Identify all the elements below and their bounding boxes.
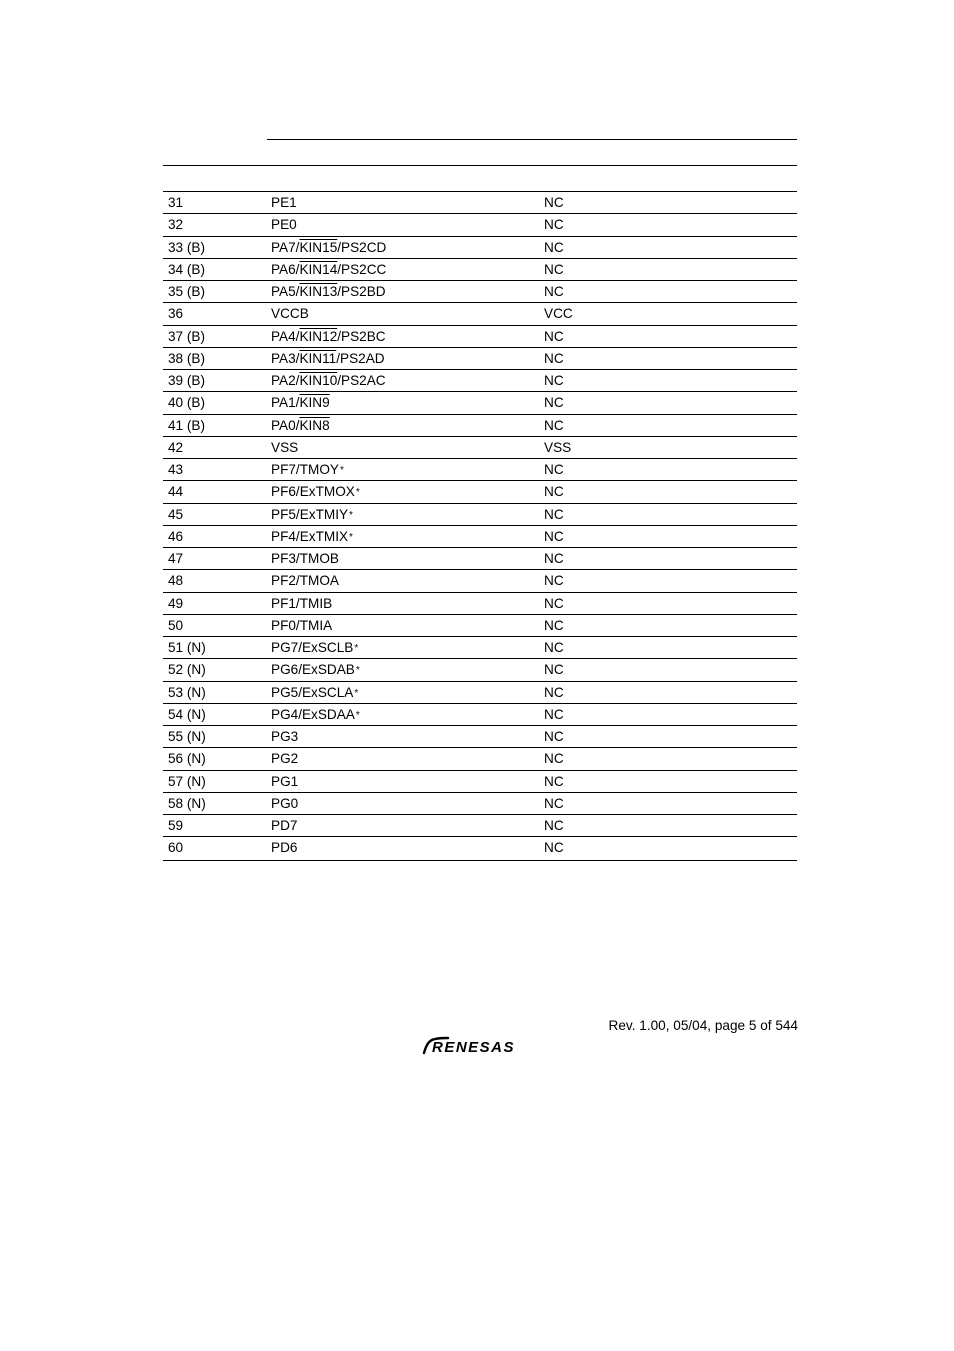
table-row xyxy=(163,504,797,526)
table-row xyxy=(163,326,797,348)
pin-connection: NC xyxy=(544,840,564,856)
pin-name xyxy=(271,771,298,793)
pin-connection: NC xyxy=(544,818,564,833)
pin-name xyxy=(271,326,386,348)
active-low-signal: KIN15 xyxy=(299,239,338,255)
pin-name-part: PG2 xyxy=(271,751,299,767)
pin-name xyxy=(271,192,297,214)
logo-text: RENESAS xyxy=(432,1039,516,1056)
pin-name xyxy=(271,637,358,661)
pin-number: 52 (N) xyxy=(168,662,206,678)
pin-name-part: PF2/TMOA xyxy=(271,573,339,589)
pin-name xyxy=(271,348,385,370)
pin-connection: NC xyxy=(544,617,564,633)
table-row xyxy=(163,526,797,548)
pin-number: 51 (N) xyxy=(168,640,206,655)
pin-connection: VCC xyxy=(544,306,573,322)
active-low-signal: KIN8 xyxy=(299,417,330,433)
pin-connection: NC xyxy=(544,528,564,544)
pin-number: 45 xyxy=(168,506,184,522)
pin-name-part: PF3/TMOB xyxy=(271,551,339,566)
pin-connection: NC xyxy=(544,350,564,366)
pin-name-part: VSS xyxy=(271,439,299,455)
footnote-mark: * xyxy=(349,509,353,521)
pin-name-part: PG0 xyxy=(271,795,299,811)
pin-connection: NC xyxy=(544,239,564,255)
pin-connection: NC xyxy=(544,484,564,500)
table-row xyxy=(163,748,797,770)
pin-name-part: PA2/ xyxy=(271,373,300,388)
pin-name xyxy=(271,370,386,392)
renesas-logo xyxy=(422,1034,542,1056)
footnote-mark: * xyxy=(339,465,344,476)
pin-name xyxy=(271,815,297,837)
pin-name xyxy=(271,459,344,483)
table-row xyxy=(163,593,797,615)
pin-number: 56 (N) xyxy=(168,751,206,767)
pin-connection: NC xyxy=(544,640,564,655)
table-row xyxy=(163,437,797,459)
table-row xyxy=(163,793,797,815)
active-low-signal: KIN12 xyxy=(299,328,338,344)
footnote-mark: * xyxy=(355,487,360,499)
pin-table xyxy=(163,191,797,861)
pin-name-part: PF6/ExTMOX xyxy=(271,484,355,500)
pin-number: 44 xyxy=(168,484,184,500)
pin-number: 49 xyxy=(168,595,184,611)
pin-name-part: /PS2AC xyxy=(337,373,386,388)
pin-number: 37 (B) xyxy=(168,328,206,344)
pin-number: 43 xyxy=(168,462,184,477)
pin-name xyxy=(271,526,353,550)
pin-name-part: PG3 xyxy=(271,729,299,744)
pin-connection: NC xyxy=(544,684,564,700)
pin-number: 55 (N) xyxy=(168,729,206,744)
pin-name-part: /PS2BD xyxy=(337,284,386,299)
pin-name xyxy=(271,548,339,570)
table-row xyxy=(163,370,797,392)
table-row xyxy=(163,637,797,659)
pin-name-part: PA0/ xyxy=(271,417,300,433)
pin-name-part: PG4/ExSDAA xyxy=(271,706,355,722)
pin-number: 54 (N) xyxy=(168,706,206,722)
pin-number: 35 (B) xyxy=(168,284,206,299)
pin-name xyxy=(271,303,309,325)
pin-connection: NC xyxy=(544,773,564,789)
table-row xyxy=(163,704,797,726)
table-row xyxy=(163,481,797,503)
pin-name xyxy=(271,415,330,437)
pin-name xyxy=(271,570,339,592)
pin-name-part: PG5/ExSCLA xyxy=(271,684,354,700)
pin-name xyxy=(271,504,353,528)
pin-name xyxy=(271,659,360,683)
pin-name xyxy=(271,214,297,236)
pin-name-part: PE1 xyxy=(271,195,297,210)
pin-number: 47 xyxy=(168,551,184,566)
pin-connection: NC xyxy=(544,373,564,388)
pin-name-part: /PS2AD xyxy=(336,350,385,366)
pin-connection: NC xyxy=(544,284,564,299)
pin-name-part: PF5/ExTMIY xyxy=(271,506,349,522)
pin-connection: NC xyxy=(544,506,564,522)
pin-number: 39 (B) xyxy=(168,373,206,388)
pin-name-part: PG7/ExSCLB xyxy=(271,640,354,655)
pin-number: 32 xyxy=(168,217,184,233)
pin-connection: NC xyxy=(544,751,564,767)
pin-name xyxy=(271,615,332,637)
pin-name xyxy=(271,704,360,728)
header-rule-bottom xyxy=(163,165,797,166)
table-row xyxy=(163,815,797,837)
active-low-signal: KIN9 xyxy=(299,395,330,411)
pin-number: 50 xyxy=(168,617,184,633)
pin-name-part: VCCB xyxy=(271,306,309,322)
pin-name-part: PF4/ExTMIX xyxy=(271,528,349,544)
pin-name xyxy=(271,837,297,859)
table-row xyxy=(163,682,797,704)
table-row xyxy=(163,348,797,370)
pin-name xyxy=(271,392,330,414)
table-row xyxy=(163,837,797,859)
pin-connection: NC xyxy=(544,729,564,744)
pin-name-part: PG1 xyxy=(271,773,299,789)
footnote-mark: * xyxy=(355,665,360,677)
pin-number: 58 (N) xyxy=(168,795,206,811)
pin-number: 42 xyxy=(168,439,184,455)
pin-number: 46 xyxy=(168,528,184,544)
footnote-mark: * xyxy=(354,687,359,699)
pin-connection: NC xyxy=(544,595,564,611)
table-row xyxy=(163,192,797,214)
active-low-signal: KIN10 xyxy=(299,373,338,388)
pin-number: 59 xyxy=(168,818,184,833)
pin-number: 38 (B) xyxy=(168,350,206,366)
table-row xyxy=(163,259,797,281)
pin-connection: NC xyxy=(544,261,564,277)
table-row xyxy=(163,237,797,259)
pin-name xyxy=(271,593,332,615)
pin-number: 31 xyxy=(168,195,184,210)
pin-name-part: PA5/ xyxy=(271,284,300,299)
pin-connection: NC xyxy=(544,217,564,233)
pin-connection: NC xyxy=(544,573,564,589)
pin-number: 40 (B) xyxy=(168,395,206,411)
pin-name xyxy=(271,682,358,706)
pin-name-part: PF1/TMIB xyxy=(271,595,333,611)
table-row xyxy=(163,771,797,793)
pin-name-part: PA7/ xyxy=(271,239,300,255)
table-row xyxy=(163,459,797,481)
pin-name xyxy=(271,726,298,748)
table-row xyxy=(163,214,797,236)
active-low-signal: KIN14 xyxy=(299,261,338,277)
header-rule-top xyxy=(267,139,797,140)
pin-name-part: PF7/TMOY xyxy=(271,462,339,477)
pin-connection: NC xyxy=(544,795,564,811)
pin-number: 36 xyxy=(168,306,184,322)
pin-name xyxy=(271,481,360,505)
pin-name-part: /PS2CC xyxy=(337,261,387,277)
table-row xyxy=(163,659,797,681)
pin-name-part: PA6/ xyxy=(271,261,300,277)
pin-connection: NC xyxy=(544,706,564,722)
pin-name-part: PD6 xyxy=(271,840,298,856)
pin-connection: NC xyxy=(544,551,564,566)
table-row xyxy=(163,392,797,414)
table-row xyxy=(163,548,797,570)
pin-connection: NC xyxy=(544,662,564,678)
active-low-signal: KIN11 xyxy=(299,350,337,366)
pin-number: 48 xyxy=(168,573,184,589)
pin-name-part: /PS2CD xyxy=(337,239,387,255)
pin-name-part: PG6/ExSDAB xyxy=(271,662,355,678)
footnote-mark: * xyxy=(354,643,359,654)
pin-number: 60 xyxy=(168,840,184,856)
footnote-mark: * xyxy=(349,531,353,543)
table-row xyxy=(163,303,797,325)
pin-name-part: PD7 xyxy=(271,818,298,833)
pin-number: 34 (B) xyxy=(168,261,206,277)
pin-name-part: /PS2BC xyxy=(337,328,386,344)
pin-name-part: PA1/ xyxy=(271,395,300,411)
pin-connection: NC xyxy=(544,395,564,411)
pin-name xyxy=(271,281,386,303)
pin-connection: NC xyxy=(544,462,564,477)
table-row xyxy=(163,615,797,637)
pin-connection: NC xyxy=(544,328,564,344)
pin-connection: VSS xyxy=(544,439,572,455)
table-row xyxy=(163,726,797,748)
footnote-mark: * xyxy=(355,709,360,721)
pin-name xyxy=(271,259,386,281)
table-row xyxy=(163,570,797,592)
pin-number: 41 (B) xyxy=(168,417,206,433)
pin-connection: NC xyxy=(544,417,564,433)
page-info: Rev. 1.00, 05/04, page 5 of 544 xyxy=(608,1018,798,1033)
active-low-signal: KIN13 xyxy=(299,284,338,299)
pin-name-part: PF0/TMIA xyxy=(271,617,333,633)
pin-name xyxy=(271,793,298,815)
pin-number: 33 (B) xyxy=(168,239,206,255)
pin-number: 53 (N) xyxy=(168,684,206,700)
pin-number: 57 (N) xyxy=(168,773,206,789)
pin-name-part: PE0 xyxy=(271,217,297,233)
pin-name xyxy=(271,437,298,459)
pin-connection: NC xyxy=(544,195,564,210)
pin-name xyxy=(271,748,298,770)
pin-name-part: PA3/ xyxy=(271,350,300,366)
pin-name-part: PA4/ xyxy=(271,328,300,344)
pin-name xyxy=(271,237,386,259)
table-row xyxy=(163,281,797,303)
table-row xyxy=(163,415,797,437)
